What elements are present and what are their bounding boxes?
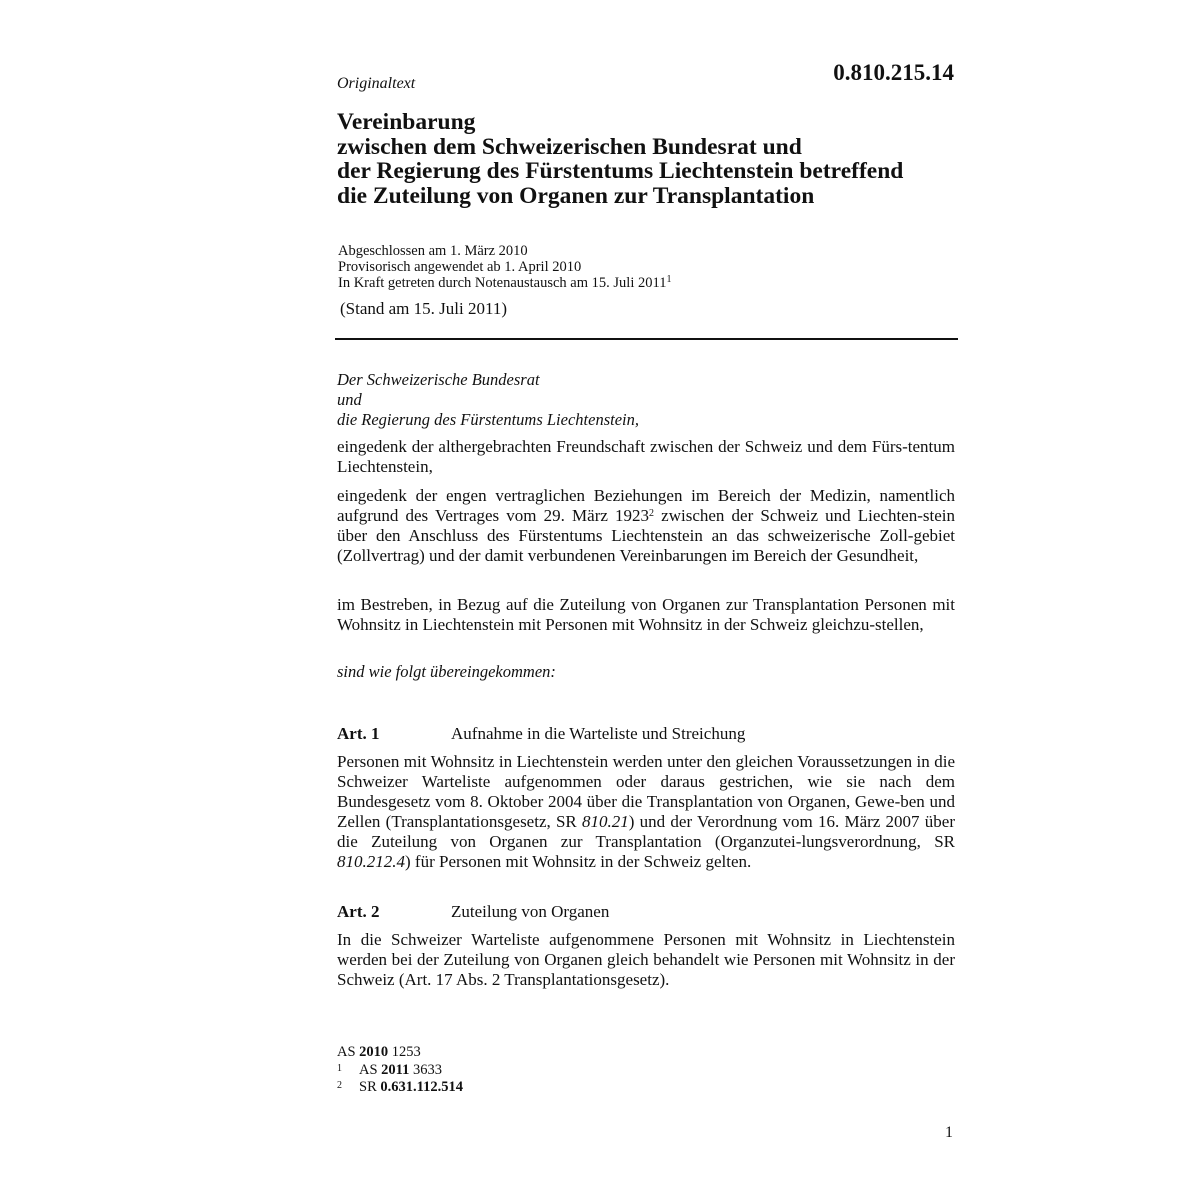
article-1-heading — [337, 724, 745, 744]
footnote-ref-2[interactable]: 2 — [649, 508, 655, 519]
title-line: der Regierung des Fürstentums Liechtenstein betreffend — [337, 158, 904, 184]
in-force-date: In Kraft getreten durch Notenaustausch am 15. Juli 2011$^1$ — [338, 274, 672, 291]
party-line: und — [337, 390, 362, 409]
date-block — [338, 243, 671, 291]
footnote-1: 1 AS 2011 3633 — [337, 1062, 442, 1078]
article-number: Art. 2 — [337, 902, 380, 921]
footnote-ref-1[interactable]: 1 — [666, 274, 672, 285]
contracting-parties — [337, 370, 639, 430]
page-number: 1 — [945, 1124, 953, 1141]
horizontal-rule — [335, 338, 958, 340]
agreement-clause: sind wie folgt übereingekommen: — [337, 662, 556, 681]
as-citation: AS 2010 1253 — [337, 1044, 421, 1060]
footnote-2: 2 SR 0.631.112.514 — [337, 1079, 463, 1095]
footnotes — [337, 1062, 463, 1096]
party-line: Der Schweizerische Bundesrat — [337, 370, 540, 389]
title-line: die Zuteilung von Organen zur Transplantation — [337, 182, 815, 209]
originaltext-label: Originaltext — [337, 75, 416, 92]
document-title — [337, 110, 977, 208]
article-1-text: Personen mit Wohnsitz in Liechtenstein werden unter den gleichen Voraussetzungen in die Schweizer Warteliste aufgenommen oder daraus gestrichen, wie sie nach dem Bundesgesetz vom 8. Oktober 2004 über die Transplantation von Organen, Gewe-ben und Zellen (Transplantationsgesetz, SR 810.21) und der Verordnung vom 16. März 2007 über die Zuteilung von Organen zur Transplantation (Organzutei-lungsverordnung, SR 810.212.4) für Personen mit Wohnsitz in der Schweiz gelten. — [337, 752, 955, 871]
sr-reference: 810.21 — [582, 812, 629, 831]
sr-number: 0.810.215.14 — [833, 60, 954, 85]
title-line: zwischen dem Schweizerischen Bundesrat und — [337, 133, 802, 160]
stand-date: (Stand am 15. Juli 2011) — [340, 299, 507, 318]
article-2-text: In die Schweizer Warteliste aufgenommene Personen mit Wohnsitz in Liechtenstein werden bei der Zuteilung von Organen gleich behandelt wie Personen mit Wohnsitz in der Schweiz (Art. 17 Abs. 2 Transplantationsgesetz). — [337, 930, 955, 989]
preamble-paragraph-2: eingedenk der engen vertraglichen Beziehungen im Bereich der Medizin, namentlich aufgrund des Vertrages vom 29. März 1923$^2$ zwischen der Schweiz und Liechten-stein über den Anschluss des Fürstentums Liechtenstein an das schweizerische Zoll-gebiet (Zollvertrag) und der damit verbundenen Vereinbarungen im Bereich der Gesundheit, — [337, 486, 955, 565]
provisional-date: Provisorisch angewendet ab 1. April 2010 — [338, 259, 582, 275]
article-2-heading — [337, 902, 609, 922]
article-title: Aufnahme in die Warteliste und Streichung — [451, 724, 746, 743]
preamble-paragraph-3: im Bestreben, in Bezug auf die Zuteilung von Organen zur Transplantation Personen mit Wohnsitz in Liechtenstein mit Personen mit Wohnsitz in der Schweiz gleichzu-stellen, — [337, 595, 955, 634]
article-number: Art. 1 — [337, 724, 380, 743]
concluded-date: Abgeschlossen am 1. März 2010 — [338, 243, 528, 259]
party-line: die Regierung des Fürstentums Liechtenstein, — [337, 410, 639, 429]
title-line: Vereinbarung — [337, 109, 476, 135]
sr-reference: 810.212.4 — [337, 852, 405, 871]
article-title: Zuteilung von Organen — [451, 902, 610, 921]
preamble-paragraph-1: eingedenk der althergebrachten Freundschaft zwischen der Schweiz und dem Fürs-tentum Liechtenstein, — [337, 437, 955, 476]
